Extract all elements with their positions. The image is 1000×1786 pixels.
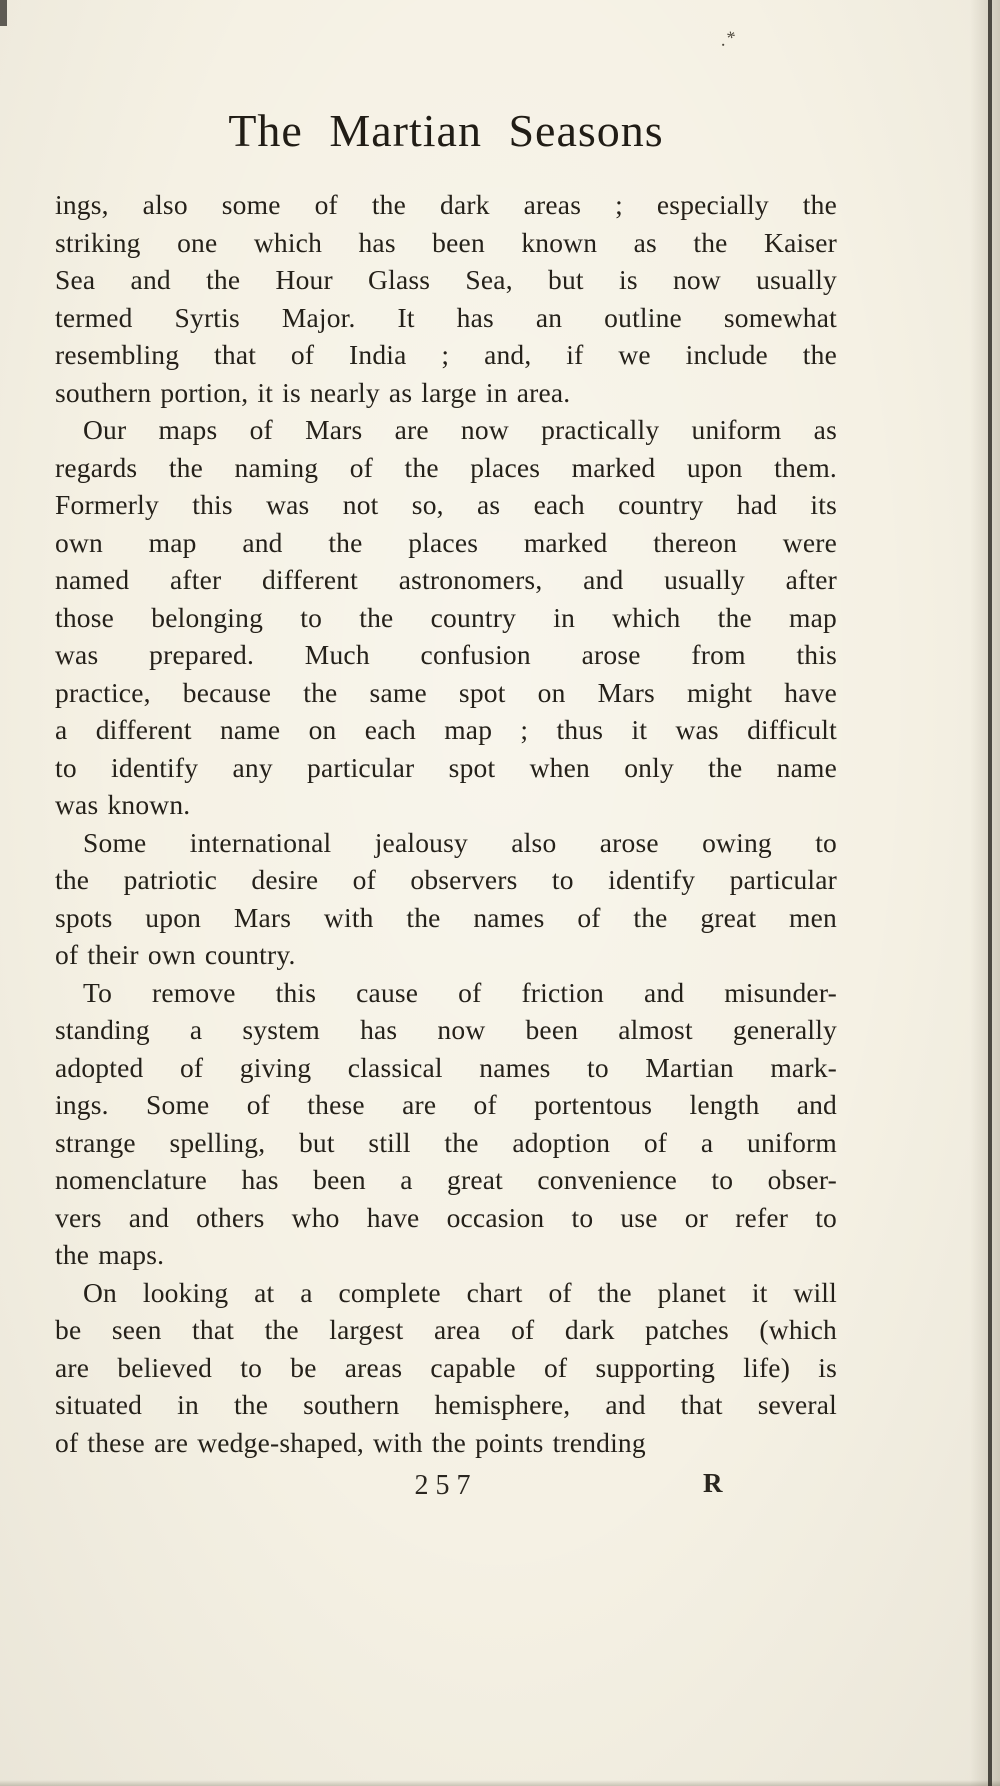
text-line: to identify any particular spot when only the name: [55, 751, 837, 783]
corner-printing-artifact: .*: [717, 26, 740, 50]
text-line: named after different astronomers, and usually after: [55, 564, 837, 595]
text-line: On looking at a complete chart of the planet it will: [83, 1276, 837, 1308]
text-line: ings, also some of the dark areas ; especially the: [55, 189, 837, 220]
page-footer: [55, 1470, 837, 1514]
text-line: was known.: [55, 789, 191, 820]
text-line: of their own country.: [55, 939, 296, 970]
text-line: of these are wedge-shaped, with the points trending: [55, 1426, 646, 1458]
text-line: striking one which has been known as the Kaiser: [55, 226, 837, 258]
text-line: practice, because the same spot on Mars might have: [55, 676, 837, 708]
text-line: adopted of giving classical names to Martian mark-: [55, 1051, 837, 1083]
paragraph: [55, 1274, 837, 1462]
scan-edge-shadow-bottom: [0, 1780, 1000, 1786]
paragraph: [55, 824, 837, 974]
text-line: resembling that of India ; and, if we include the: [55, 339, 837, 370]
text-line: To remove this cause of friction and misunder-: [83, 976, 837, 1008]
page-title: The Martian Seasons: [228, 105, 664, 156]
paragraph: [55, 974, 837, 1274]
paragraph: [55, 186, 837, 411]
text-line: regards the naming of the places marked upon them.: [55, 451, 837, 483]
text-line: own map and the places marked thereon were: [55, 526, 837, 558]
text-line: are believed to be areas capable of supporting life) is: [55, 1351, 837, 1383]
text-line: strange spelling, but still the adoption of a uniform: [55, 1126, 837, 1158]
text-line: southern portion, it is nearly as large in area.: [55, 376, 571, 408]
scan-edge-artifact-topleft: [0, 0, 7, 26]
text-line: termed Syrtis Major. It has an outline somewhat: [55, 301, 837, 333]
text-line: vers and others who have occasion to use or refer to: [55, 1201, 837, 1233]
text-line: Some international jealousy also arose owing to: [83, 826, 837, 858]
text-line: the maps.: [55, 1239, 165, 1270]
scan-edge-artifact-right: [988, 0, 992, 1786]
text-line: Our maps of Mars are now practically uniform as: [83, 414, 837, 445]
paragraph: [55, 411, 837, 824]
page-number: 257: [414, 1470, 478, 1501]
text-line: situated in the southern hemisphere, and that several: [55, 1389, 837, 1420]
text-line: spots upon Mars with the names of the great men: [55, 901, 837, 933]
text-line: a different name on each map ; thus it was difficult: [55, 714, 837, 745]
text-line: standing a system has now been almost generally: [55, 1014, 837, 1045]
text-line: be seen that the largest area of dark patches (which: [55, 1314, 837, 1345]
text-line: was prepared. Much confusion arose from this: [55, 639, 837, 670]
body-text: [55, 186, 837, 1461]
text-line: ings. Some of these are of portentous length and: [55, 1089, 837, 1120]
text-line: those belonging to the country in which the map: [55, 601, 837, 633]
text-line: Formerly this was not so, as each country had its: [55, 489, 837, 520]
text-line: nomenclature has been a great convenience to obser-: [55, 1164, 837, 1195]
text-line: the patriotic desire of observers to identify particular: [55, 864, 837, 895]
scan-edge-shadow-right: [970, 0, 1000, 1786]
signature-mark: R: [703, 1468, 724, 1498]
text-line: Sea and the Hour Glass Sea, but is now usually: [55, 264, 837, 295]
